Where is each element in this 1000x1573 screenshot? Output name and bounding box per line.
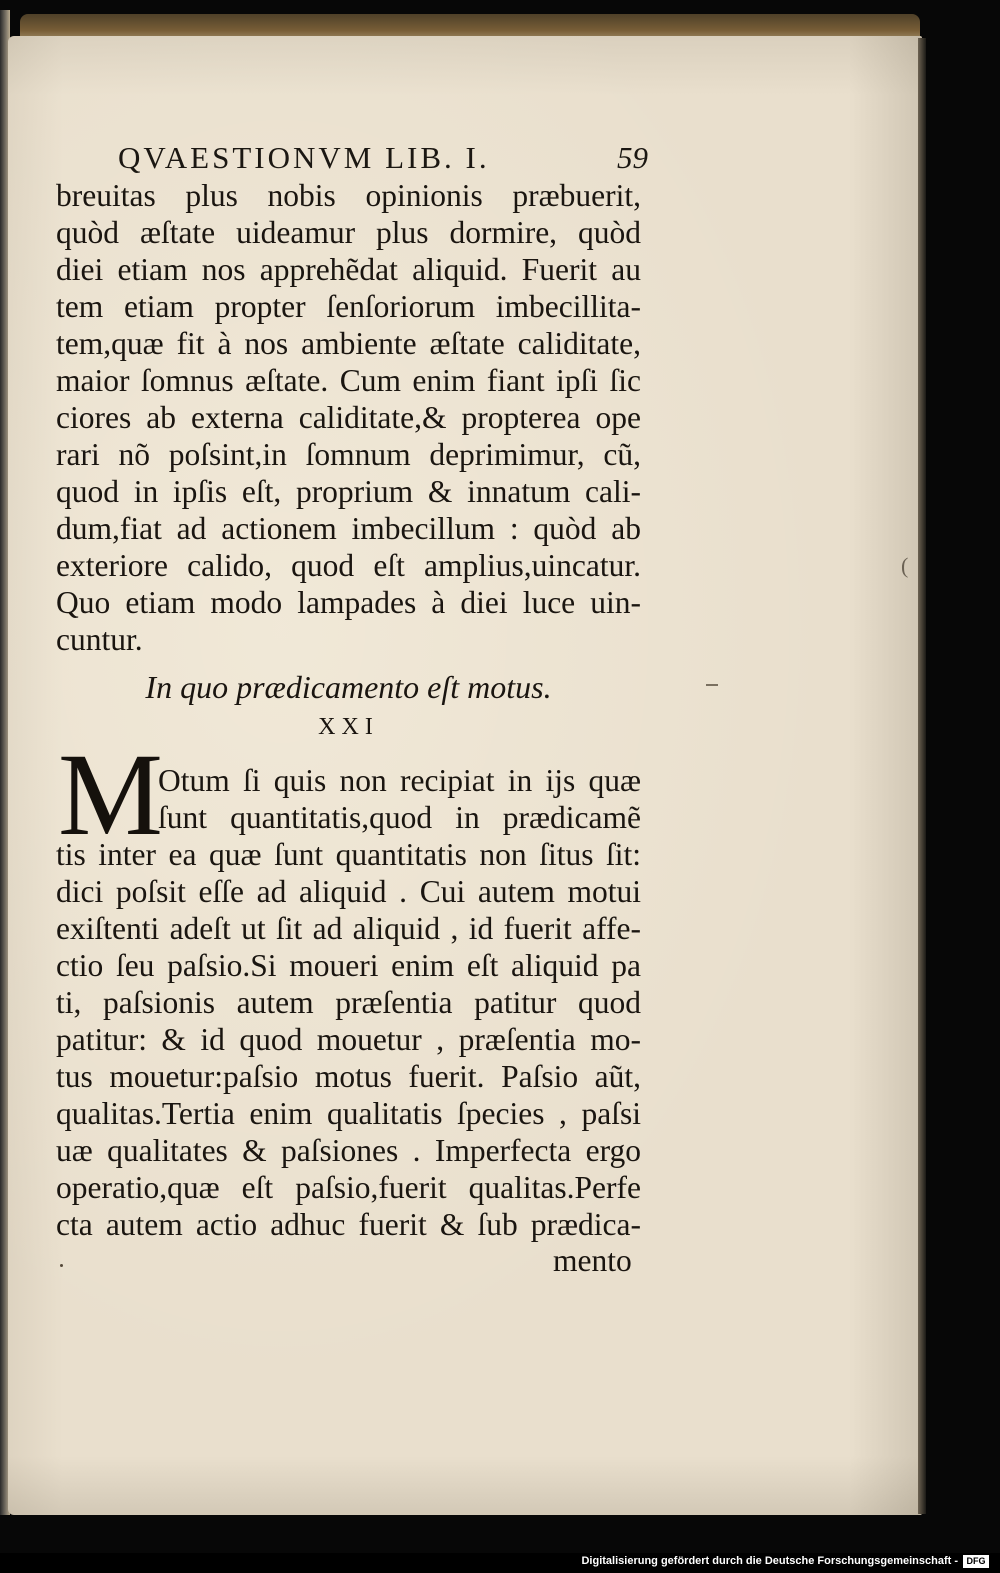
- text-line: ſunt quantitatis,quod in prædicamẽ: [158, 800, 641, 835]
- text-line: tus mouetur:paſsio motus fuerit. Paſsio aũt,: [56, 1059, 641, 1094]
- text-block-lower: [56, 836, 641, 1243]
- text-line: patitur: & id quod mouetur , præſentia mo-: [56, 1022, 641, 1057]
- margin-dash: [706, 684, 718, 686]
- text-line: operatio,quæ eſt paſsio,fuerit qualitas.Perfe: [56, 1170, 641, 1205]
- text-line: breuitas plus nobis opinionis præbuerit,: [56, 178, 641, 213]
- text-line: cta autem actio adhuc fuerit & ſub prædica-: [56, 1207, 641, 1242]
- text-line: qualitas.Tertia enim qualitatis ſpecies , paſsi: [56, 1096, 641, 1131]
- text-line: tis inter ea quæ ſunt quantitatis non ſitus ſit:: [56, 837, 641, 872]
- section-numeral: XXI: [318, 714, 379, 740]
- text-block-initial-lines: [158, 762, 641, 836]
- text-line: rari nõ poſsint,in ſomnum deprimimur, cũ,: [56, 437, 641, 472]
- funding-credit: Digitalisierung gefördert durch die Deutsche Forschungsgemeinschaft -: [581, 1555, 958, 1567]
- catchword: mento: [553, 1243, 632, 1278]
- text-line: quòd æſtate uideamur plus dormire, quòd: [56, 215, 641, 250]
- text-line: dum,fiat ad actionem imbecillum : quòd ab: [56, 511, 641, 546]
- text-line: tem etiam propter ſenſoriorum imbecillita-: [56, 289, 641, 324]
- text-line: cuntur.: [56, 622, 143, 657]
- page-right-shadow: [918, 38, 926, 1514]
- text-line: ciores ab externa caliditate,& propterea ope: [56, 400, 641, 435]
- text-line: diei etiam nos apprehẽdat aliquid. Fuerit au: [56, 252, 641, 287]
- dfg-logo-icon: DFG: [963, 1555, 989, 1568]
- text-line: dici poſsit eſſe ad aliquid . Cui autem motui: [56, 874, 641, 909]
- text-line: exiſtenti adeſt ut ſit ad aliquid , id fuerit affe-: [56, 911, 641, 946]
- text-line: exteriore calido, quod eſt amplius,uincatur.: [56, 548, 641, 583]
- text-block-upper: [56, 177, 641, 658]
- text-line: maior ſomnus æſtate. Cum enim fiant ipſi ſic: [56, 363, 641, 398]
- margin-mark: (: [901, 553, 909, 578]
- text-line: ti, paſsionis autem præſentia patitur quod: [56, 985, 641, 1020]
- text-line: tem,quæ fit à nos ambiente æſtate caliditate,: [56, 326, 641, 361]
- page-number: 59: [617, 140, 648, 175]
- drop-cap-initial: M: [58, 729, 163, 860]
- section-heading: In quo prædicamento eſt motus.: [145, 669, 552, 705]
- text-line: uæ qualitates & paſsiones . Imperfecta ergo: [56, 1133, 641, 1168]
- ink-speck: [60, 1264, 63, 1267]
- text-line: Otum ſi quis non recipiat in ijs quæ: [158, 763, 641, 798]
- text-line: quod in ipſis eſt, proprium & innatum cali-: [56, 474, 641, 509]
- text-line: Quo etiam modo lampades à diei luce uin-: [56, 585, 641, 620]
- text-line: ctio ſeu paſsio.Si moueri enim eſt aliquid pa: [56, 948, 641, 983]
- running-title: QVAESTIONVM LIB. I.: [118, 140, 490, 175]
